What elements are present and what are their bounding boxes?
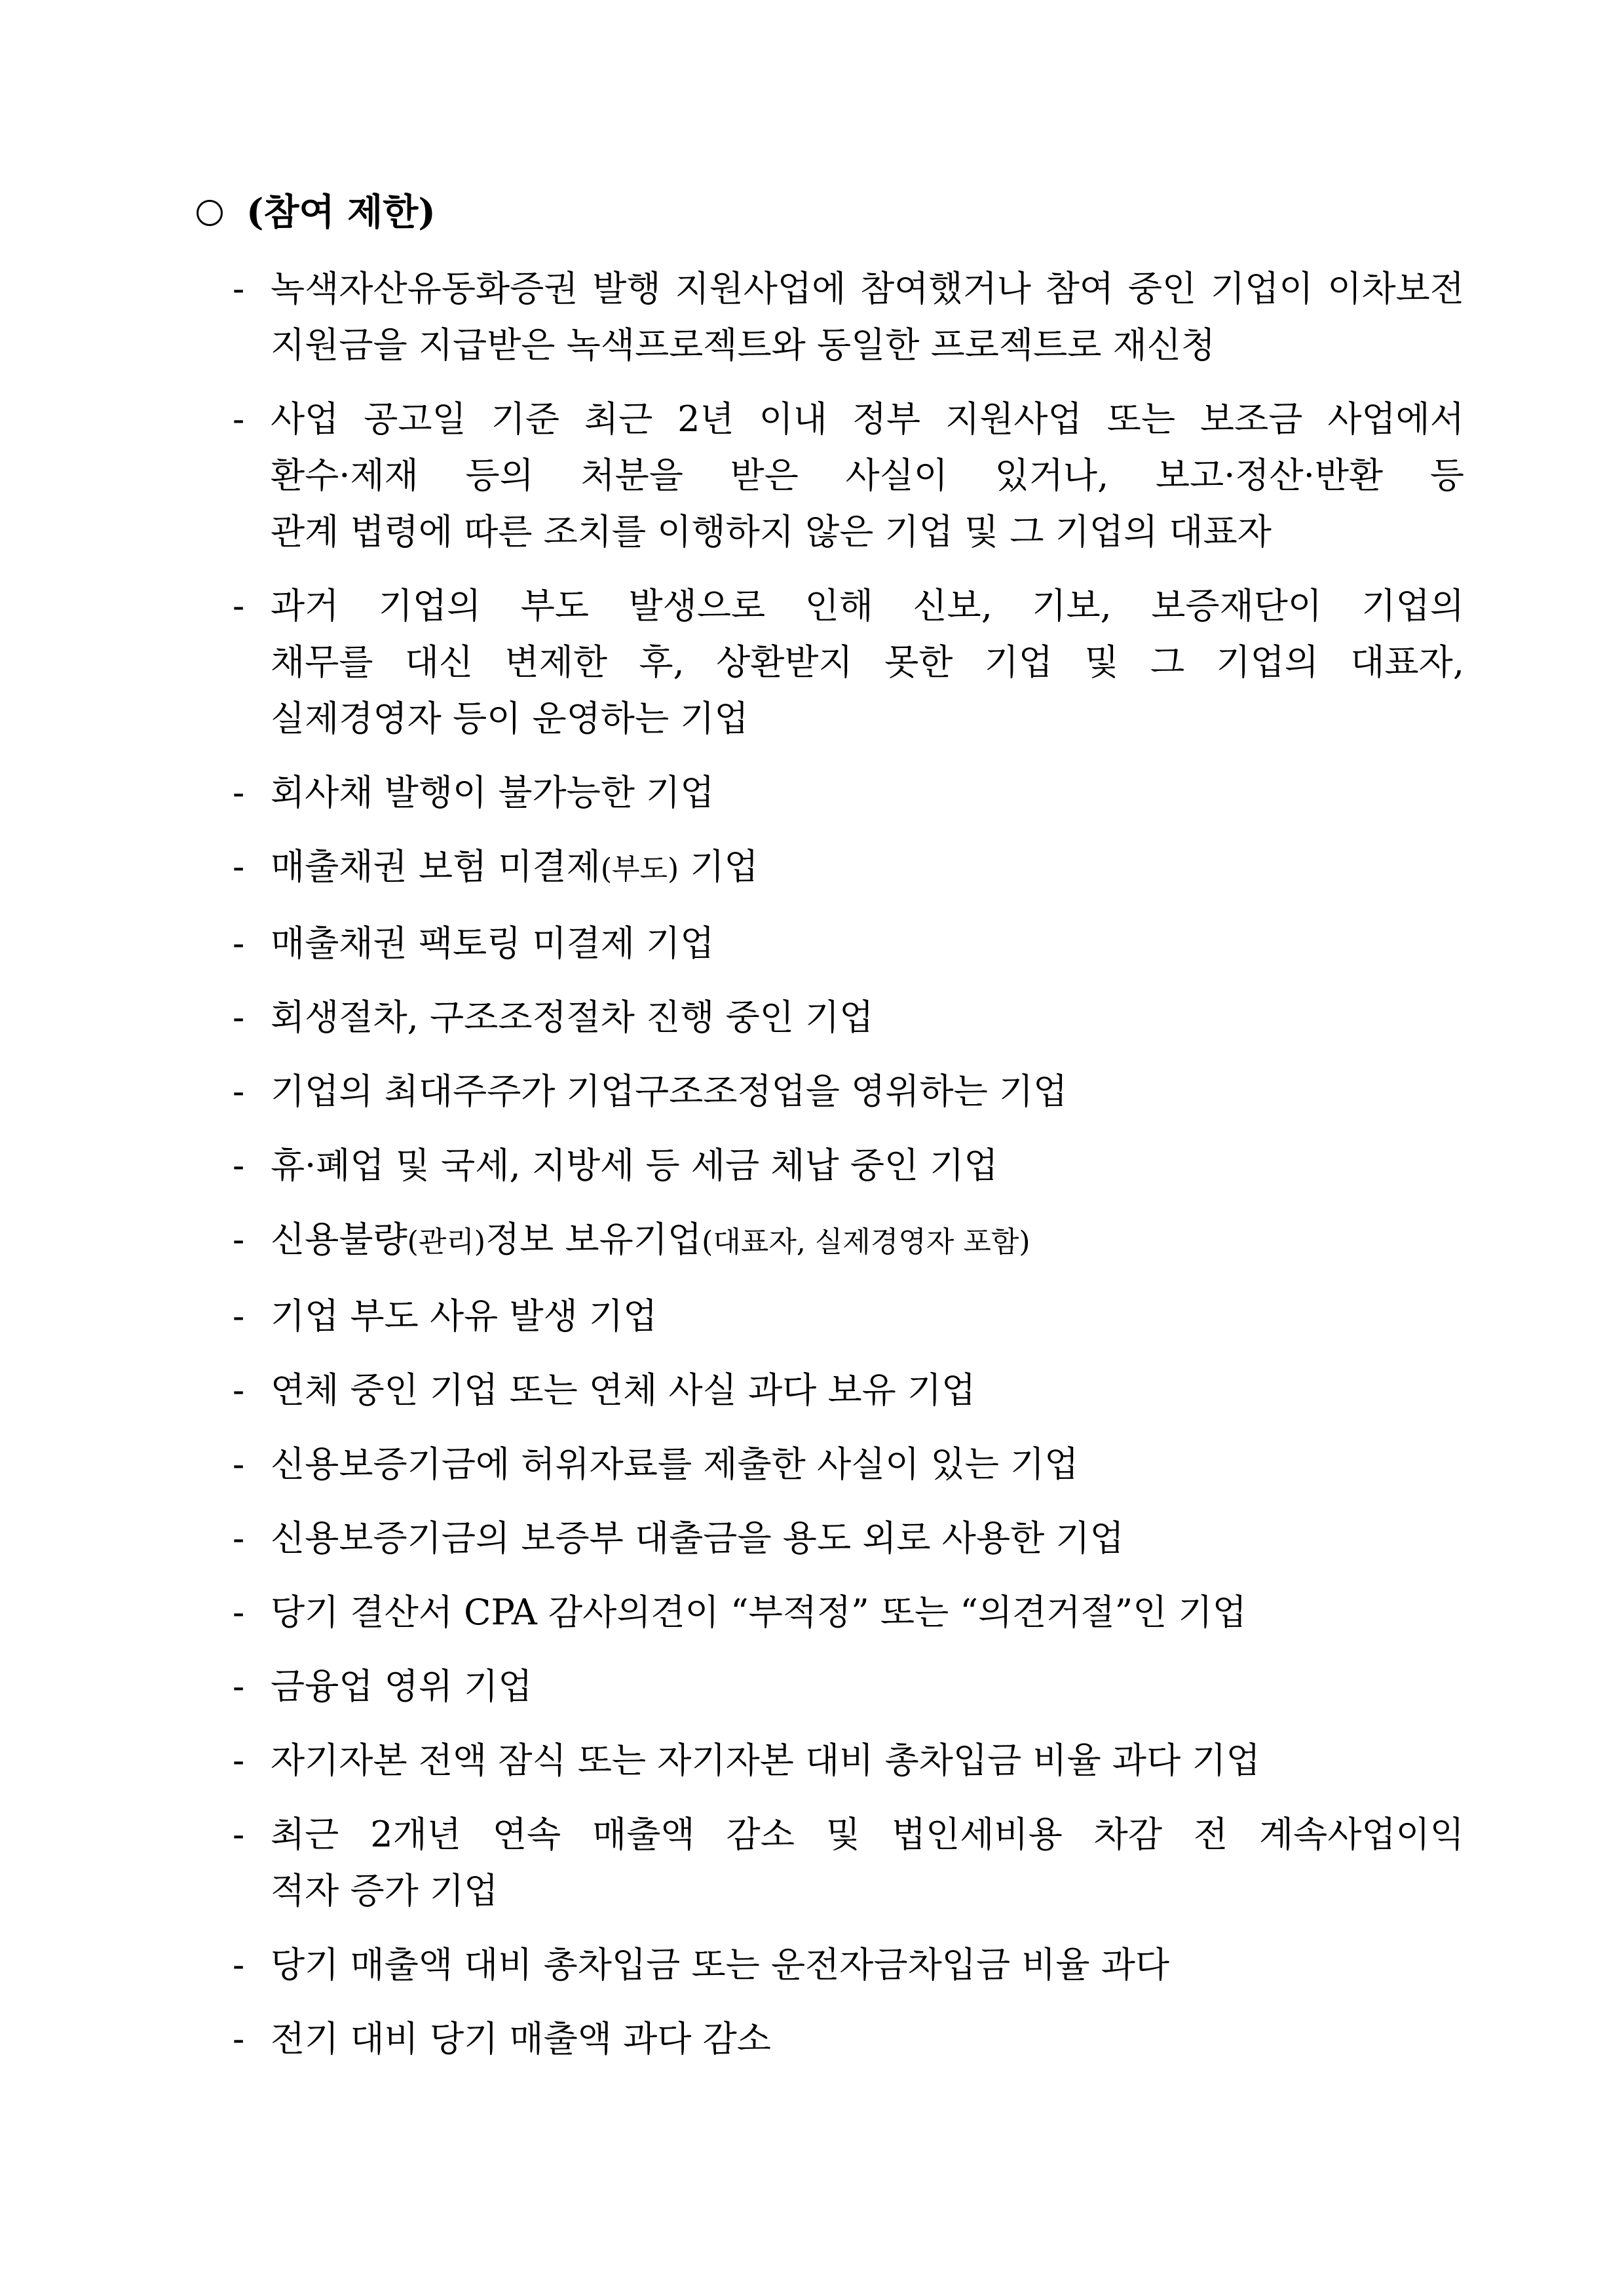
list-item-text: 연체 중인 기업 또는 연체 사실 과다 보유 기업 — [271, 1369, 976, 1411]
parenthetical-text: (부도) — [600, 852, 679, 886]
list-item-text-part: 기업 — [679, 846, 759, 887]
bullet-circle-icon — [197, 200, 223, 226]
list-item-text: 매출채권 팩토링 미결제 기업 — [271, 923, 715, 964]
list-item — [233, 1510, 1464, 1567]
list-item-text — [271, 839, 1464, 898]
list-item-text: 당기 매출액 대비 총차입금 또는 운전자금차입금 비율 과다 — [271, 1944, 1170, 1985]
list-item — [233, 1807, 1464, 1919]
list-item-text: 지원금을 지급받은 녹색프로젝트와 동일한 프로젝트로 재신청 — [271, 324, 1216, 366]
list-dash: - — [233, 846, 245, 887]
list-item-text: 회사채 발행이 불가능한 기업 — [271, 772, 715, 813]
list-item-text: 사업 공고일 기준 최근 2년 이내 정부 지원사업 또는 보조금 사업에서 — [271, 398, 1464, 440]
list-item-text — [271, 1212, 1464, 1271]
list-dash: - — [233, 1369, 245, 1411]
list-item — [233, 1658, 1464, 1715]
list-dash: - — [233, 1666, 245, 1707]
list-dash: - — [233, 1592, 245, 1633]
list-item-text: 환수·제재 등의 처분을 받은 사실이 있거나, 보고·정산·반환 등 — [271, 455, 1464, 496]
list-item-text-part: 신용불량 — [271, 1219, 407, 1260]
list-item-text: 채무를 대신 변제한 후, 상환받지 못한 기업 및 그 기업의 대표자, — [271, 641, 1464, 683]
list-dash: - — [233, 923, 245, 964]
list-dash: - — [233, 1219, 245, 1260]
list-item — [233, 1584, 1464, 1641]
restriction-list — [233, 261, 1464, 2085]
list-item — [233, 1288, 1464, 1345]
list-item — [233, 2011, 1464, 2067]
list-item-text: 관계 법령에 따른 조치를 이행하지 않은 기업 및 그 기업의 대표자 — [271, 511, 1272, 552]
list-item-text: 자기자본 전액 잠식 또는 자기자본 대비 총차입금 비율 과다 기업 — [271, 1740, 1260, 1781]
list-item-text: 휴·폐업 및 국세, 지방세 등 세금 체납 중인 기업 — [271, 1145, 998, 1186]
list-item — [233, 1138, 1464, 1194]
list-item — [233, 1732, 1464, 1789]
list-dash: - — [233, 1740, 245, 1781]
parenthetical-text: (대표자, 실제경영자 포함) — [702, 1225, 1030, 1259]
list-item — [233, 989, 1464, 1046]
list-item — [233, 1937, 1464, 1993]
list-dash: - — [233, 2018, 245, 2059]
list-item — [233, 1362, 1464, 1419]
list-dash: - — [233, 997, 245, 1038]
list-item-text: 적자 증가 기업 — [271, 1870, 499, 1911]
list-item-text: 기업의 최대주주가 기업구조조정업을 영위하는 기업 — [271, 1071, 1068, 1112]
list-dash: - — [233, 268, 245, 309]
parenthetical-text: (관리) — [407, 1225, 485, 1259]
list-item-text: 전기 대비 당기 매출액 과다 감소 — [271, 2018, 771, 2059]
list-item — [233, 1212, 1464, 1271]
list-dash: - — [233, 1814, 245, 1855]
list-dash: - — [233, 1071, 245, 1112]
list-item-text: 회생절차, 구조조정절차 진행 중인 기업 — [271, 997, 874, 1038]
list-dash: - — [233, 1944, 245, 1985]
list-dash: - — [233, 1295, 245, 1337]
list-item-text-part: 정보 보유기업 — [485, 1219, 702, 1260]
list-dash: - — [233, 1518, 245, 1559]
list-item-text: 당기 결산서 CPA 감사의견이 “부적정” 또는 “의견거절”인 기업 — [271, 1592, 1247, 1633]
list-item-text: 금융업 영위 기업 — [271, 1666, 533, 1707]
list-item-text: 녹색자산유동화증권 발행 지원사업에 참여했거나 참여 중인 기업이 이차보전 — [271, 268, 1464, 309]
list-item-text: 과거 기업의 부도 발생으로 인해 신보, 기보, 보증재단이 기업의 — [271, 585, 1464, 626]
list-item-text: 최근 2개년 연속 매출액 감소 및 법인세비용 차감 전 계속사업이익 — [271, 1814, 1464, 1855]
list-item — [233, 578, 1464, 747]
list-item — [233, 1063, 1464, 1120]
list-item — [233, 765, 1464, 821]
section-title: (참여 제한) — [246, 191, 436, 234]
list-item — [233, 261, 1464, 373]
list-dash: - — [233, 1145, 245, 1186]
list-item-text: 신용보증기금의 보증부 대출금을 용도 외로 사용한 기업 — [271, 1518, 1124, 1559]
list-dash: - — [233, 1444, 245, 1485]
list-item-text: 신용보증기금에 허위자료를 제출한 사실이 있는 기업 — [271, 1444, 1079, 1485]
list-dash: - — [233, 585, 245, 626]
list-item — [233, 839, 1464, 898]
list-item — [233, 391, 1464, 560]
list-dash: - — [233, 772, 245, 813]
list-item — [233, 1436, 1464, 1493]
list-dash: - — [233, 398, 245, 440]
list-item-text: 실제경영자 등이 운영하는 기업 — [271, 698, 749, 739]
list-item-text: 기업 부도 사유 발생 기업 — [271, 1295, 658, 1337]
section-heading — [197, 185, 436, 240]
list-item-text-part: 매출채권 보험 미결제 — [271, 846, 601, 887]
list-item — [233, 915, 1464, 972]
